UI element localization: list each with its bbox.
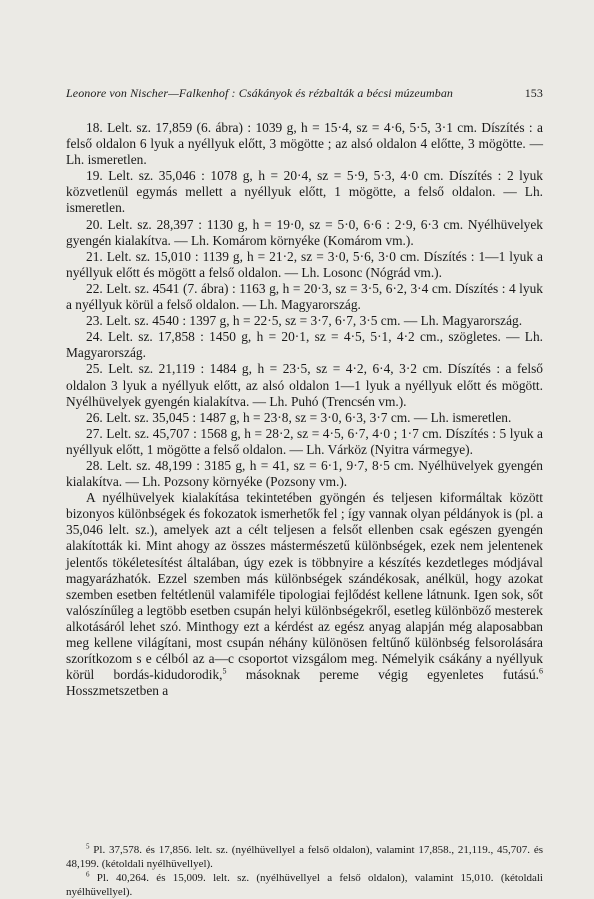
main-paragraph [66, 490, 543, 699]
footnote-ref-5: 5 [222, 666, 227, 676]
catalog-entry-22: 22. Lelt. sz. 4541 (7. ábra) : 1163 g, h = 20·3, sz = 3·5, 6·2, 3·4 cm. Díszítés : 4 lyuk a nyéllyuk körül a felső oldalon. — Lh. Magyarország. [66, 280, 543, 313]
catalog-entry-24: 24. Lelt. sz. 17,858 : 1450 g, h = 20·1, sz = 4·5, 5·1, 4·2 cm., szögletes. — Lh. Magyarország. [66, 329, 543, 361]
running-title: Leonore von Nischer—Falkenhof : Csákányok és rézbalták a bécsi múzeumban [66, 86, 454, 100]
catalog-entry-25: 25. Lelt. sz. 21,119 : 1484 g, h = 23·5, sz = 4·2, 6·4, 3·2 cm. Díszítés : a felső oldalon 3 lyuk a nyéllyuk előtt, az alsó oldalon 1—1 lyuk a nyéllyuk előtt és mögött. Nyélhüvelyek gyengén kialakítva. — Lh. Puhó (Trencsén vm.). [66, 361, 543, 409]
running-header [66, 86, 543, 102]
footnote-text-5: Pl. 37,578. és 17,856. lelt. sz. (nyélhüvellyel a felső oldalon), valamint 17,858., 21,119., 45,707. és 48,199. (kétoldali nyélhüvellyel). [66, 844, 543, 870]
page-number: 153 [524, 86, 543, 100]
catalog-entry-28: 28. Lelt. sz. 48,199 : 3185 g, h = 41, sz = 6·1, 9·7, 8·5 cm. Nyélhüvelyek gyengén kialakítva. — Lh. Pozsony környéke (Pozsony vm.). [66, 457, 543, 490]
footnote-marker-5: 5 [86, 842, 90, 851]
footnote-5 [66, 843, 543, 871]
footnote-text-6: Pl. 40,264. és 15,009. lelt. sz. (nyélhüvellyel a felső oldalon), valamint 15,010. (kétoldali nyélhüvellyel). [66, 872, 543, 898]
footnote-marker-6: 6 [86, 870, 90, 879]
main-paragraph-part-1: A nyélhüvelyek kialakítása tekintetében gyöngén és teljesen kiformáltak között bizonyos különbségek és fokozatok ismerhetők fel ; így vannak olyan példányok is (pl. a 35,046 lelt. sz.), amelyek azt a célt teljesen a felsőt ellenben csak egészen gyengén alakították ki. Mint ahogy az összes mástermészetű különbségek, ezek nem jelentenek jelentős tökéletesítést általában, úgy ezek is többnyire a készítés kezdetleges módjával magyarázhatók. Ezzel szemben más különbségek szándékosak, anélkül, hogy azokat szemben esetben feltétlenül valamiféle tipologiai fejlődést kellene látnunk. Igen sok, sőt valószínűleg a legtöbb esetben csupán helyi különbségekről, esetleg különböző mesterek alkotásáról lehet szó. Minthogy ezt a kérdést az egész anyag alapján még alaposabban meg kellene világítani, most csupán néhány különösen feltűnő különbség felsorolására szorítkozom s e célból az a—c csoportot vizsgálom meg. Némelyik csákány a nyéllyuk körül bordás-kidudorodik, [66, 490, 543, 683]
catalog-entry-26: 26. Lelt. sz. 35,045 : 1487 g, h = 23·8, sz = 3·0, 6·3, 3·7 cm. — Lh. ismeretlen. [86, 409, 512, 425]
catalog-entry-18: 18. Lelt. sz. 17,859 (6. ábra) : 1039 g, h = 15·4, sz = 4·6, 5·5, 3·1 cm. Díszítés : a felső oldalon 6 lyuk a nyéllyuk előtt, 3 mögötte ; az alsó oldalon 4 előtte, 3 mögötte. — Lh. ismeretlen. [66, 120, 543, 168]
catalog-entry-21: 21. Lelt. sz. 15,010 : 1139 g, h = 21·2, sz = 3·0, 5·6, 3·0 cm. Díszítés : 1—1 lyuk a nyéllyuk előtt és mögött a felső oldalon. — Lh. Losonc (Nógrád vm.). [66, 248, 543, 280]
catalog-entry-23: 23. Lelt. sz. 4540 : 1397 g, h = 22·5, sz = 3·7, 6·7, 3·5 cm. — Lh. Magyarország. [86, 313, 523, 329]
main-paragraph-part-2: másoknak pereme végig egyenletes futású. [226, 667, 539, 683]
footnote-ref-6: 6 [539, 666, 543, 676]
catalog-entry-27: 27. Lelt. sz. 45,707 : 1568 g, h = 28·2, sz = 4·5, 6·7, 4·0 ; 1·7 cm. Díszítés : 5 lyuk a nyéllyuk előtt, 1 mögötte a felső oldalon. — Lh. Várköz (Nyitra vármegye). [66, 425, 543, 457]
catalog-entry-19: 19. Lelt. sz. 35,046 : 1078 g, h = 20·4, sz = 5·9, 5·3, 4·0 cm. Díszítés : 2 lyuk közvetlenül egymás mellett a nyéllyuk előtt, 1 mögötte, a felső oldalon. — Lh. ismeretlen. [66, 168, 543, 216]
body-text [66, 120, 543, 699]
catalog-entry-20: 20. Lelt. sz. 28,397 : 1130 g, h = 19·0, sz = 5·0, 6·6 : 2·9, 6·3 cm. Nyélhüvelyek gyengén kialakítva. — Lh. Komárom környéke (Komárom vm.). [66, 216, 543, 248]
footnote-6 [66, 871, 543, 899]
main-paragraph-part-3: Hosszmetszetben a [66, 683, 169, 699]
